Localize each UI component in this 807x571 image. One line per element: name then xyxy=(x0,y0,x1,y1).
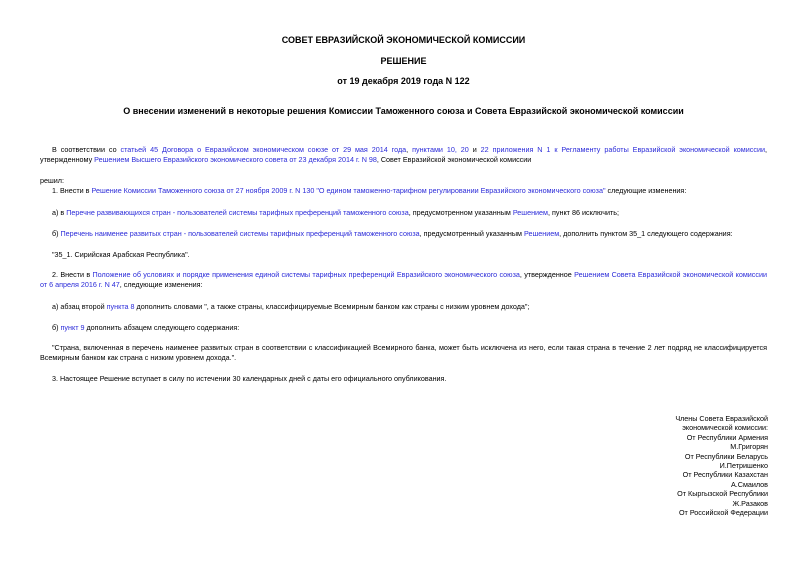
decided-label: решил: xyxy=(40,176,64,185)
document-date-number: от 19 декабря 2019 года N 122 xyxy=(337,76,470,86)
signature-line: От Республики Беларусь xyxy=(684,451,768,461)
link-decision-ref-1a[interactable]: Решением xyxy=(512,208,548,217)
link-council-decision-47[interactable]: Решением Совета Евразийской экономической комиссии от 6 апреля 2016 г. N 47 xyxy=(40,270,767,289)
link-eaeu-treaty-article-45[interactable]: статьей 45 Договора о Евразийском экономическом союзе от 29 мая 2014 года xyxy=(120,145,407,154)
item-2: 2. Внести в Положение об условиях и порядке применения единой системы тарифных преференций Евразийского экономического союза, утвержденное Решением Совета Евразийской экономической комиссии от 6 апреля 2016 г. N 47, следующие изменения: xyxy=(40,270,767,289)
item-1b: б) Перечень наименее развитых стран - пользователей системы тарифных преференций таможенного союза, предусмотренный указанным Решением, дополнить пунктом 35_1 следующего содержания: xyxy=(52,229,733,238)
link-decision-ref-1b[interactable]: Решением xyxy=(524,229,560,238)
link-least-developed-countries-list[interactable]: Перечень наименее развитых стран - пользователей системы тарифных преференций таможенного союза xyxy=(60,229,420,238)
preamble-paragraph: В соответствии со статьей 45 Договора о Евразийском экономическом союзе от 29 мая 2014 года, пунктами 10, 20 и 22 приложения N 1 к Регламенту работы Евразийской экономической комиссии, утвержденному Решением Высшего Евразийского экономического совета от 23 декабря 2014 г. N 98, Совет Евразийской экономической комиссии xyxy=(40,145,767,164)
item-1a: а) в Перечне развивающихся стран - пользователей системы тарифных преференций таможенного союза, предусмотренном указанным Решением, пункт 86 исключить; xyxy=(52,208,620,217)
link-regulation-points-10-20[interactable]: пунктами 10, 20 xyxy=(412,145,469,154)
signature-line: И.Петришенко xyxy=(719,461,768,471)
quote-point-9-paragraph: "Страна, включенная в перечень наименее развитых стран в соответствии с классификацией Всемирного банка, может быть исключена из него, если такая страна в течение 2 лет подряд не классифицируется Всемирным банком как страна с низким уровнем дохода.". xyxy=(40,343,767,362)
quote-35-1: "35_1. Сирийская Арабская Республика". xyxy=(52,250,190,259)
signature-line: Члены Совета Евразийской xyxy=(675,414,768,423)
item-2a: а) абзац второй пункта 8 дополнить словами ", а также страны, классифицируемые Всемирным банком как страны с низким уровнем дохода"; xyxy=(52,302,530,311)
signature-line: От Кыргызской Республики xyxy=(677,489,768,499)
link-supreme-council-decision-98[interactable]: Решением Высшего Евразийского экономического совета от 23 декабря 2014 г. N 98 xyxy=(94,155,377,164)
link-point-9[interactable]: пункт 9 xyxy=(60,323,85,332)
issuer-title: СОВЕТ ЕВРАЗИЙСКОЙ ЭКОНОМИЧЕСКОЙ КОМИССИИ xyxy=(281,35,526,45)
signature-line: Ж.Разаков xyxy=(732,498,768,508)
signature-line: М.Григорян xyxy=(730,442,768,452)
item-2b: б) пункт 9 дополнить абзацем следующего содержания: xyxy=(52,323,240,332)
link-developing-countries-list[interactable]: Перечне развивающихся стран - пользователей системы тарифных преференций таможенного союза xyxy=(66,208,409,217)
signature-line: От Российской Федерации xyxy=(678,508,768,518)
signature-line: экономической комиссии: xyxy=(682,423,768,433)
link-customs-union-decision-130[interactable]: Решение Комиссии Таможенного союза от 27 ноября 2009 г. N 130 "О едином таможенно-тарифном регулировании Евразийского экономического союза" xyxy=(91,186,606,195)
item-3: 3. Настоящее Решение вступает в силу по истечении 30 календарных дней с даты его официального опубликования. xyxy=(52,374,447,383)
signature-line: А.Смаилов xyxy=(730,479,768,489)
document-subject: О внесении изменений в некоторые решения Комиссии Таможенного союза и Совета Евразийской экономической комиссии xyxy=(123,106,684,116)
signature-line: От Республики Армения xyxy=(686,432,768,442)
link-point-8[interactable]: пункта 8 xyxy=(106,302,135,311)
signature-line: От Республики Казахстан xyxy=(682,470,768,480)
item-1: 1. Внести в Решение Комиссии Таможенного союза от 27 ноября 2009 г. N 130 "О едином таможенно-тарифном регулировании Евразийского экономического союза" следующие изменения: xyxy=(52,186,687,195)
link-tariff-preferences-regulation[interactable]: Положение об условиях и порядке применения единой системы тарифных преференций Евразийского экономического союза xyxy=(92,270,520,279)
document-type: РЕШЕНИЕ xyxy=(380,56,427,66)
signatures-block xyxy=(560,414,768,517)
link-regulation-annex-22[interactable]: 22 приложения N 1 к Регламенту работы Евразийской экономической комиссии xyxy=(480,145,765,154)
